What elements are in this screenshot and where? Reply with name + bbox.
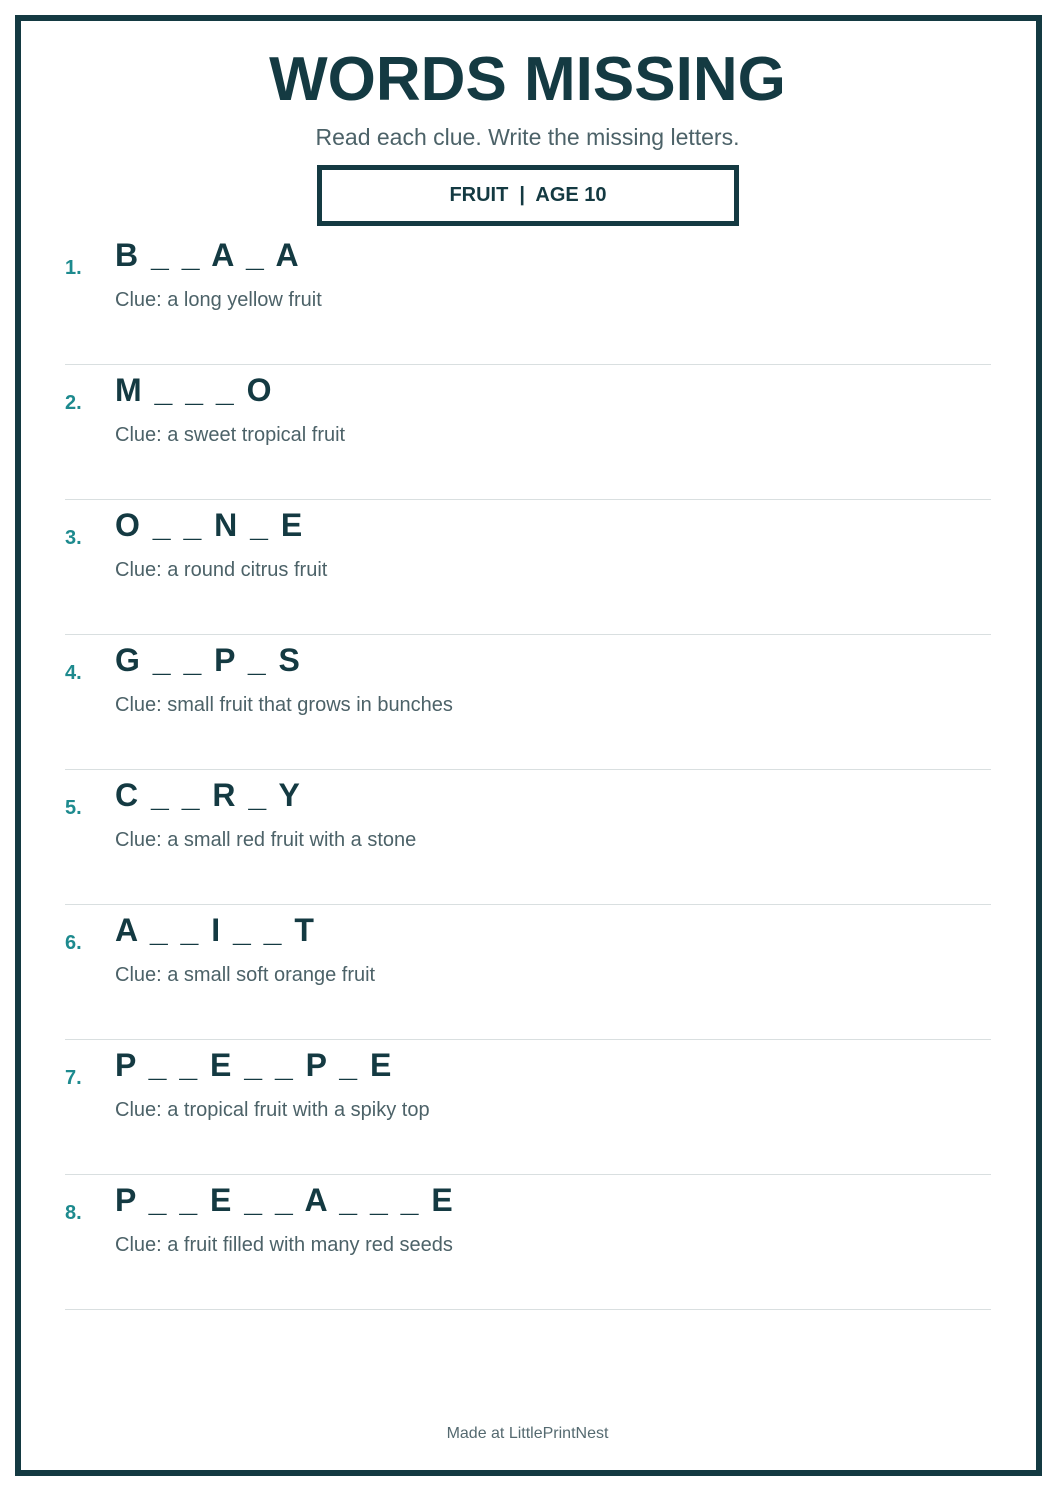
word-puzzle: B _ _ A _ A — [115, 237, 300, 273]
item-clue: Clue: a small soft orange fruit — [115, 964, 376, 986]
page-subtitle: Read each clue. Write the missing letters. — [315, 124, 740, 150]
list-item — [65, 635, 991, 770]
list-item — [65, 1175, 991, 1310]
item-clue: Clue: a tropical fruit with a spiky top — [115, 1099, 430, 1121]
list-item — [65, 365, 991, 500]
word-puzzle: G _ _ P _ S — [115, 642, 301, 678]
word-puzzle: P _ _ E _ _ A _ _ _ E — [115, 1182, 454, 1218]
word-puzzle: P _ _ E _ _ P _ E — [115, 1047, 392, 1083]
item-number: 7. — [65, 1067, 82, 1089]
word-puzzle: A _ _ I _ _ T — [115, 912, 315, 948]
word-puzzle: C _ _ R _ Y — [115, 777, 301, 813]
item-clue: Clue: a small red fruit with a stone — [115, 829, 417, 851]
item-number: 5. — [65, 797, 82, 819]
item-clue: Clue: a round citrus fruit — [115, 559, 328, 581]
item-number: 1. — [65, 257, 82, 279]
item-number: 4. — [65, 662, 82, 684]
word-puzzle: M _ _ _ O — [115, 372, 272, 408]
list-item — [65, 770, 991, 905]
topic-age-badge: FRUIT | AGE 10 — [317, 165, 739, 226]
word-puzzle: O _ _ N _ E — [115, 507, 303, 543]
item-clue: Clue: a long yellow fruit — [115, 289, 322, 311]
item-number: 3. — [65, 527, 82, 549]
list-item — [65, 905, 991, 1040]
item-clue: Clue: small fruit that grows in bunches — [115, 694, 453, 716]
list-item — [65, 1040, 991, 1175]
item-number: 6. — [65, 932, 82, 954]
item-number: 8. — [65, 1202, 82, 1224]
page-title: WORDS MISSING — [269, 45, 786, 114]
item-number: 2. — [65, 392, 82, 414]
list-item — [65, 500, 991, 635]
list-item — [65, 230, 991, 365]
item-clue: Clue: a sweet tropical fruit — [115, 424, 346, 446]
footer-credit: Made at LittlePrintNest — [446, 1425, 609, 1442]
item-clue: Clue: a fruit filled with many red seeds — [115, 1234, 453, 1256]
